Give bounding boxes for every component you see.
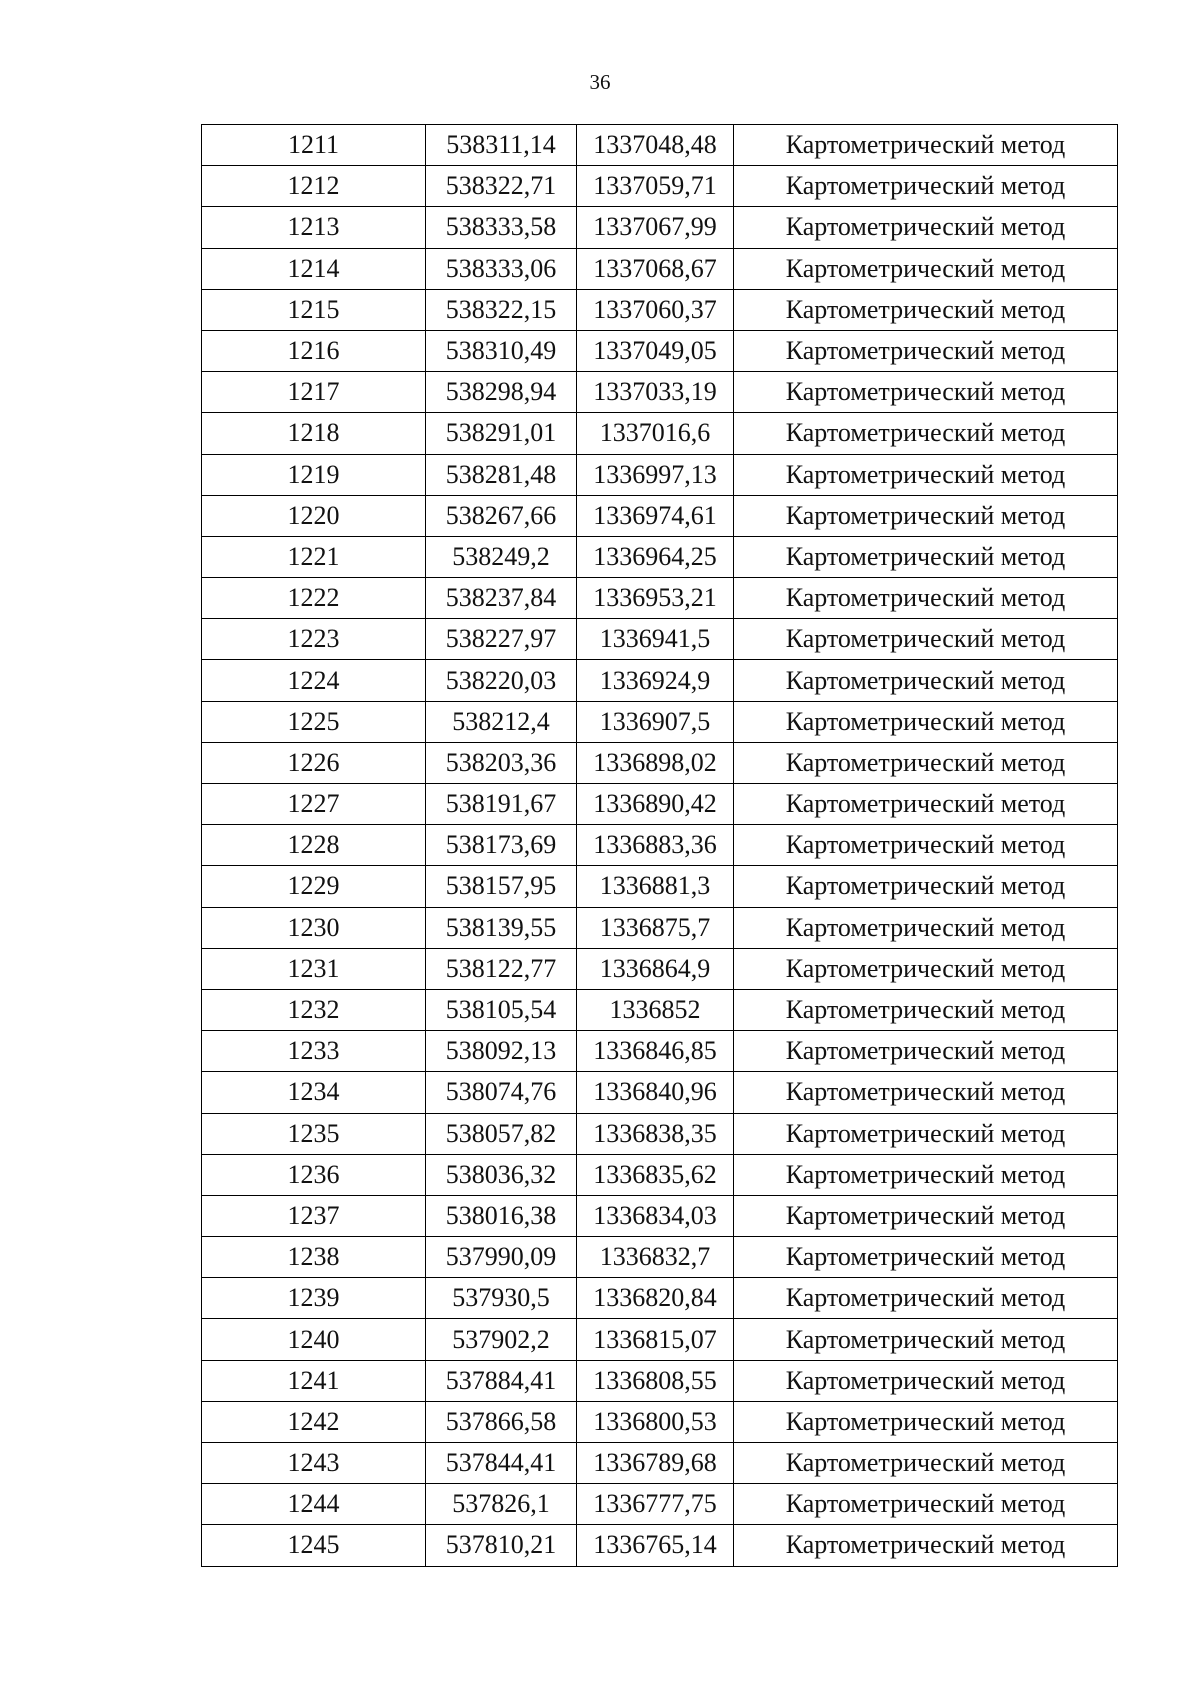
point-number-cell: 1214	[202, 248, 426, 289]
table-row	[202, 825, 1118, 866]
point-number-cell: 1216	[202, 330, 426, 371]
method-cell: Картометрический метод	[734, 784, 1118, 825]
table-row	[202, 1031, 1118, 1072]
point-number-cell: 1222	[202, 578, 426, 619]
method-cell: Картометрический метод	[734, 989, 1118, 1030]
table-row	[202, 989, 1118, 1030]
point-number-cell: 1211	[202, 125, 426, 166]
y-coordinate-cell: 1336997,13	[577, 454, 734, 495]
x-coordinate-cell: 537826,1	[426, 1484, 577, 1525]
y-coordinate-cell: 1336890,42	[577, 784, 734, 825]
method-cell: Картометрический метод	[734, 1319, 1118, 1360]
table-row	[202, 372, 1118, 413]
table-row	[202, 248, 1118, 289]
table-row	[202, 866, 1118, 907]
method-cell: Картометрический метод	[734, 948, 1118, 989]
y-coordinate-cell: 1336941,5	[577, 619, 734, 660]
point-number-cell: 1241	[202, 1360, 426, 1401]
method-cell: Картометрический метод	[734, 330, 1118, 371]
y-coordinate-cell: 1336834,03	[577, 1195, 734, 1236]
y-coordinate-cell: 1336765,14	[577, 1525, 734, 1566]
method-cell: Картометрический метод	[734, 1195, 1118, 1236]
point-number-cell: 1237	[202, 1195, 426, 1236]
method-cell: Картометрический метод	[734, 1154, 1118, 1195]
method-cell: Картометрический метод	[734, 866, 1118, 907]
point-number-cell: 1238	[202, 1237, 426, 1278]
table-row	[202, 1401, 1118, 1442]
table-row	[202, 1443, 1118, 1484]
y-coordinate-cell: 1336820,84	[577, 1278, 734, 1319]
method-cell: Картометрический метод	[734, 1113, 1118, 1154]
x-coordinate-cell: 538173,69	[426, 825, 577, 866]
x-coordinate-cell: 538267,66	[426, 495, 577, 536]
table-row	[202, 1195, 1118, 1236]
method-cell: Картометрический метод	[734, 660, 1118, 701]
point-number-cell: 1215	[202, 289, 426, 330]
point-number-cell: 1223	[202, 619, 426, 660]
point-number-cell: 1225	[202, 701, 426, 742]
x-coordinate-cell: 538220,03	[426, 660, 577, 701]
table-row	[202, 289, 1118, 330]
x-coordinate-cell: 538310,49	[426, 330, 577, 371]
x-coordinate-cell: 538298,94	[426, 372, 577, 413]
table-row	[202, 1525, 1118, 1566]
point-number-cell: 1212	[202, 166, 426, 207]
table-row	[202, 701, 1118, 742]
point-number-cell: 1245	[202, 1525, 426, 1566]
point-number-cell: 1242	[202, 1401, 426, 1442]
x-coordinate-cell: 538105,54	[426, 989, 577, 1030]
y-coordinate-cell: 1336815,07	[577, 1319, 734, 1360]
point-number-cell: 1240	[202, 1319, 426, 1360]
point-number-cell: 1227	[202, 784, 426, 825]
y-coordinate-cell: 1337059,71	[577, 166, 734, 207]
table-row	[202, 784, 1118, 825]
y-coordinate-cell: 1336864,9	[577, 948, 734, 989]
table-row	[202, 1319, 1118, 1360]
x-coordinate-cell: 538322,71	[426, 166, 577, 207]
method-cell: Картометрический метод	[734, 1237, 1118, 1278]
method-cell: Картометрический метод	[734, 413, 1118, 454]
table-row	[202, 907, 1118, 948]
y-coordinate-cell: 1336800,53	[577, 1401, 734, 1442]
method-cell: Картометрический метод	[734, 907, 1118, 948]
coordinates-table-body	[202, 125, 1118, 1567]
method-cell: Картометрический метод	[734, 1031, 1118, 1072]
y-coordinate-cell: 1337060,37	[577, 289, 734, 330]
y-coordinate-cell: 1336964,25	[577, 536, 734, 577]
point-number-cell: 1232	[202, 989, 426, 1030]
table-row	[202, 413, 1118, 454]
x-coordinate-cell: 537810,21	[426, 1525, 577, 1566]
method-cell: Картометрический метод	[734, 372, 1118, 413]
x-coordinate-cell: 538057,82	[426, 1113, 577, 1154]
table-row	[202, 536, 1118, 577]
table-row	[202, 1072, 1118, 1113]
y-coordinate-cell: 1336898,02	[577, 742, 734, 783]
point-number-cell: 1231	[202, 948, 426, 989]
point-number-cell: 1217	[202, 372, 426, 413]
x-coordinate-cell: 537844,41	[426, 1443, 577, 1484]
point-number-cell: 1235	[202, 1113, 426, 1154]
method-cell: Картометрический метод	[734, 125, 1118, 166]
point-number-cell: 1219	[202, 454, 426, 495]
table-row	[202, 454, 1118, 495]
y-coordinate-cell: 1336838,35	[577, 1113, 734, 1154]
y-coordinate-cell: 1336974,61	[577, 495, 734, 536]
table-row	[202, 495, 1118, 536]
y-coordinate-cell: 1336789,68	[577, 1443, 734, 1484]
method-cell: Картометрический метод	[734, 1360, 1118, 1401]
method-cell: Картометрический метод	[734, 1401, 1118, 1442]
point-number-cell: 1218	[202, 413, 426, 454]
y-coordinate-cell: 1336907,5	[577, 701, 734, 742]
y-coordinate-cell: 1336881,3	[577, 866, 734, 907]
coordinates-table	[201, 124, 1118, 1567]
x-coordinate-cell: 538333,58	[426, 207, 577, 248]
point-number-cell: 1224	[202, 660, 426, 701]
table-row	[202, 125, 1118, 166]
y-coordinate-cell: 1337049,05	[577, 330, 734, 371]
method-cell: Картометрический метод	[734, 536, 1118, 577]
x-coordinate-cell: 538191,67	[426, 784, 577, 825]
y-coordinate-cell: 1336777,75	[577, 1484, 734, 1525]
table-row	[202, 1237, 1118, 1278]
x-coordinate-cell: 537902,2	[426, 1319, 577, 1360]
method-cell: Картометрический метод	[734, 1278, 1118, 1319]
y-coordinate-cell: 1337068,67	[577, 248, 734, 289]
table-row	[202, 1154, 1118, 1195]
point-number-cell: 1213	[202, 207, 426, 248]
y-coordinate-cell: 1336808,55	[577, 1360, 734, 1401]
y-coordinate-cell: 1336953,21	[577, 578, 734, 619]
table-row	[202, 166, 1118, 207]
method-cell: Картометрический метод	[734, 1525, 1118, 1566]
method-cell: Картометрический метод	[734, 578, 1118, 619]
x-coordinate-cell: 538227,97	[426, 619, 577, 660]
method-cell: Картометрический метод	[734, 495, 1118, 536]
x-coordinate-cell: 538074,76	[426, 1072, 577, 1113]
point-number-cell: 1220	[202, 495, 426, 536]
y-coordinate-cell: 1336840,96	[577, 1072, 734, 1113]
x-coordinate-cell: 538092,13	[426, 1031, 577, 1072]
point-number-cell: 1230	[202, 907, 426, 948]
table-row	[202, 1113, 1118, 1154]
x-coordinate-cell: 538122,77	[426, 948, 577, 989]
point-number-cell: 1221	[202, 536, 426, 577]
point-number-cell: 1244	[202, 1484, 426, 1525]
point-number-cell: 1228	[202, 825, 426, 866]
x-coordinate-cell: 538311,14	[426, 125, 577, 166]
table-row	[202, 619, 1118, 660]
table-row	[202, 207, 1118, 248]
x-coordinate-cell: 538212,4	[426, 701, 577, 742]
method-cell: Картометрический метод	[734, 701, 1118, 742]
y-coordinate-cell: 1336835,62	[577, 1154, 734, 1195]
x-coordinate-cell: 538036,32	[426, 1154, 577, 1195]
y-coordinate-cell: 1337016,6	[577, 413, 734, 454]
point-number-cell: 1236	[202, 1154, 426, 1195]
point-number-cell: 1233	[202, 1031, 426, 1072]
y-coordinate-cell: 1336924,9	[577, 660, 734, 701]
table-row	[202, 1360, 1118, 1401]
x-coordinate-cell: 538139,55	[426, 907, 577, 948]
x-coordinate-cell: 537930,5	[426, 1278, 577, 1319]
table-row	[202, 1278, 1118, 1319]
point-number-cell: 1239	[202, 1278, 426, 1319]
y-coordinate-cell: 1336852	[577, 989, 734, 1030]
method-cell: Картометрический метод	[734, 1443, 1118, 1484]
table-row	[202, 578, 1118, 619]
x-coordinate-cell: 538333,06	[426, 248, 577, 289]
x-coordinate-cell: 537990,09	[426, 1237, 577, 1278]
method-cell: Картометрический метод	[734, 207, 1118, 248]
x-coordinate-cell: 537866,58	[426, 1401, 577, 1442]
table-row	[202, 330, 1118, 371]
table-row	[202, 1484, 1118, 1525]
y-coordinate-cell: 1336846,85	[577, 1031, 734, 1072]
point-number-cell: 1234	[202, 1072, 426, 1113]
method-cell: Картометрический метод	[734, 454, 1118, 495]
y-coordinate-cell: 1337033,19	[577, 372, 734, 413]
x-coordinate-cell: 538016,38	[426, 1195, 577, 1236]
method-cell: Картометрический метод	[734, 248, 1118, 289]
y-coordinate-cell: 1336875,7	[577, 907, 734, 948]
page-number: 36	[589, 70, 611, 94]
point-number-cell: 1226	[202, 742, 426, 783]
x-coordinate-cell: 538203,36	[426, 742, 577, 783]
y-coordinate-cell: 1337048,48	[577, 125, 734, 166]
method-cell: Картометрический метод	[734, 1484, 1118, 1525]
x-coordinate-cell: 538157,95	[426, 866, 577, 907]
method-cell: Картометрический метод	[734, 1072, 1118, 1113]
x-coordinate-cell: 538322,15	[426, 289, 577, 330]
point-number-cell: 1243	[202, 1443, 426, 1484]
x-coordinate-cell: 538291,01	[426, 413, 577, 454]
x-coordinate-cell: 537884,41	[426, 1360, 577, 1401]
table-row	[202, 948, 1118, 989]
table-row	[202, 742, 1118, 783]
point-number-cell: 1229	[202, 866, 426, 907]
x-coordinate-cell: 538249,2	[426, 536, 577, 577]
method-cell: Картометрический метод	[734, 619, 1118, 660]
method-cell: Картометрический метод	[734, 289, 1118, 330]
x-coordinate-cell: 538281,48	[426, 454, 577, 495]
method-cell: Картометрический метод	[734, 825, 1118, 866]
y-coordinate-cell: 1336832,7	[577, 1237, 734, 1278]
x-coordinate-cell: 538237,84	[426, 578, 577, 619]
y-coordinate-cell: 1336883,36	[577, 825, 734, 866]
method-cell: Картометрический метод	[734, 166, 1118, 207]
y-coordinate-cell: 1337067,99	[577, 207, 734, 248]
method-cell: Картометрический метод	[734, 742, 1118, 783]
table-row	[202, 660, 1118, 701]
